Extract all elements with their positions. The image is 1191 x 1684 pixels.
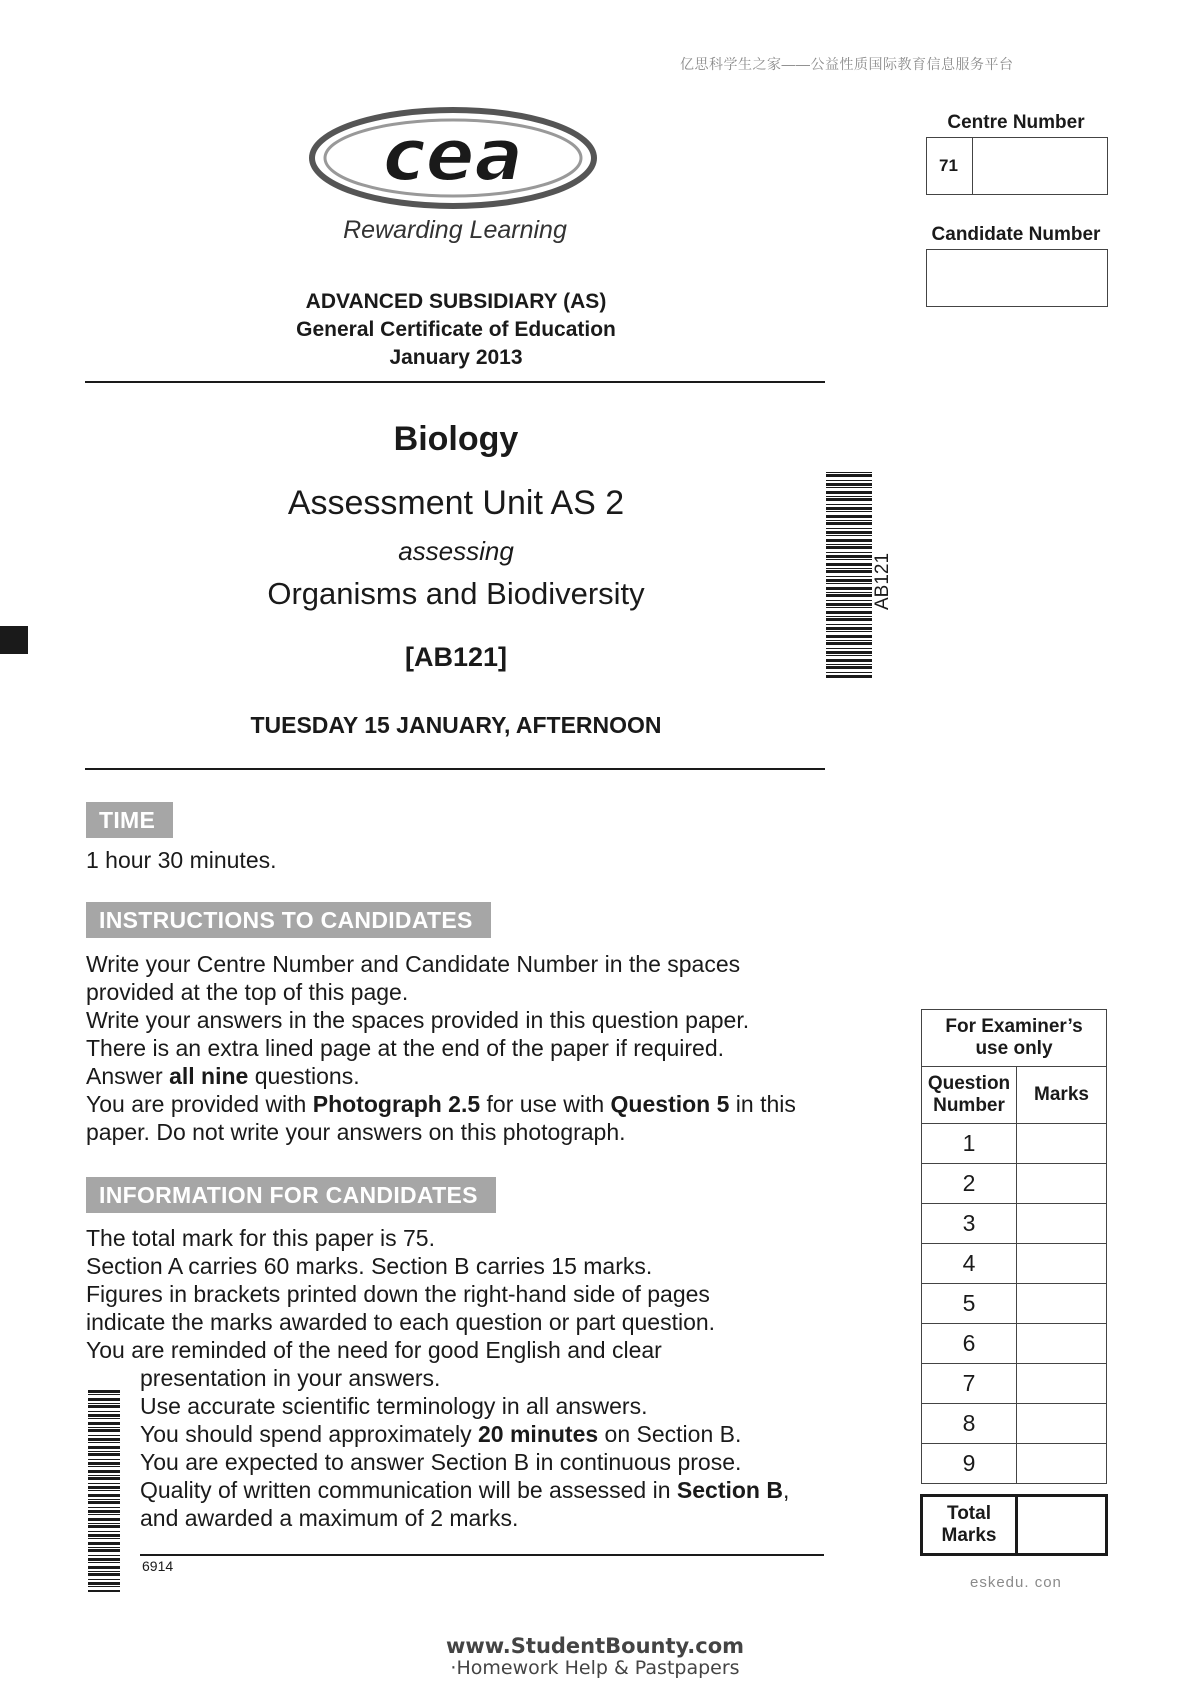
centre-number-label: Centre Number — [947, 112, 1085, 133]
information-line: You should spend approximately 20 minutes on Section B. — [140, 1421, 742, 1447]
side-barcode-image — [88, 1390, 120, 1592]
question-number: 3 — [922, 1204, 1017, 1244]
information-line: You are expected to answer Section B in continuous prose. — [140, 1449, 742, 1475]
information-line: presentation in your answers. — [140, 1365, 441, 1391]
barcode-image — [826, 472, 872, 678]
information-line: The total mark for this paper is 75. — [86, 1225, 435, 1251]
marks-cell[interactable] — [1017, 1404, 1107, 1444]
candidate-number-label: Candidate Number — [931, 224, 1101, 245]
instruction-line: Answer all nine questions. — [86, 1063, 360, 1089]
divider-mid — [85, 768, 825, 770]
instructions-heading: INSTRUCTIONS TO CANDIDATES — [86, 902, 491, 938]
logo-tagline: Rewarding Learning — [343, 216, 567, 244]
information-text — [86, 1224, 846, 1532]
question-number: 7 — [922, 1364, 1017, 1404]
instruction-line: You are provided with Photograph 2.5 for use with Question 5 in this — [86, 1091, 796, 1117]
marks-cell[interactable] — [1017, 1444, 1107, 1484]
instruction-line: Write your answers in the spaces provided in this question paper. — [86, 1007, 750, 1033]
candidate-number-field[interactable] — [926, 249, 1108, 307]
information-line: Use accurate scientific terminology in all answers. — [140, 1393, 648, 1419]
information-heading: INFORMATION FOR CANDIDATES — [86, 1177, 496, 1213]
instructions-text — [86, 950, 846, 1146]
marks-header: Marks — [1017, 1067, 1107, 1124]
barcode-label-wrap — [872, 552, 896, 690]
information-line: and awarded a maximum of 2 marks. — [140, 1505, 519, 1531]
total-marks-label: Total Marks — [922, 1496, 1017, 1555]
information-line: Section A carries 60 marks. Section B carries 15 marks. — [86, 1253, 653, 1279]
assessing-label: assessing — [398, 536, 514, 566]
examiner-marks-table — [920, 1009, 1108, 1556]
footer-code: 6914 — [142, 1558, 174, 1574]
marks-cell[interactable] — [1017, 1364, 1107, 1404]
marks-cell[interactable] — [1017, 1204, 1107, 1244]
footer-divider — [140, 1554, 824, 1556]
eskedu-watermark: eskedu. con — [970, 1574, 1062, 1591]
centre-number-field[interactable] — [926, 137, 1108, 195]
question-number: 2 — [922, 1164, 1017, 1204]
question-number: 8 — [922, 1404, 1017, 1444]
marks-cell[interactable] — [1017, 1324, 1107, 1364]
qualification-name: General Certificate of Education — [296, 318, 616, 341]
qualification-level: ADVANCED SUBSIDIARY (AS) — [305, 290, 607, 313]
time-heading: TIME — [86, 802, 173, 838]
studentbounty-url: www.StudentBounty.com — [445, 1634, 745, 1658]
time-duration: 1 hour 30 minutes. — [86, 847, 277, 873]
barcode-label: AB121 — [872, 552, 893, 610]
question-number: 5 — [922, 1284, 1017, 1324]
marks-cell[interactable] — [1017, 1284, 1107, 1324]
information-line: Quality of written communication will be assessed in Section B, — [140, 1477, 790, 1503]
marks-cell[interactable] — [1017, 1164, 1107, 1204]
paper-code: [AB121] — [404, 642, 508, 672]
question-number: 4 — [922, 1244, 1017, 1284]
assessment-unit: Assessment Unit AS 2 — [287, 484, 625, 522]
total-marks-cell[interactable] — [1017, 1496, 1107, 1555]
centre-number-divider — [972, 138, 973, 194]
instruction-line: paper. Do not write your answers on this photograph. — [86, 1119, 626, 1145]
exam-series: January 2013 — [389, 346, 523, 369]
divider-top — [85, 381, 825, 383]
instruction-line: There is an extra lined page at the end of the paper if required. — [86, 1035, 725, 1061]
information-line: You are reminded of the need for good English and clear — [86, 1337, 662, 1363]
centre-number-prefix: 71 — [939, 156, 958, 175]
question-number: 1 — [922, 1124, 1017, 1164]
subject-title: Biology — [393, 420, 519, 458]
exam-date: TUESDAY 15 JANUARY, AFTERNOON — [250, 712, 662, 738]
cea-logo — [308, 104, 598, 212]
examiner-table-title: For Examiner’s use only — [922, 1010, 1107, 1067]
information-line: indicate the marks awarded to each question or part question. — [86, 1309, 716, 1335]
instruction-line: Write your Centre Number and Candidate Number in the spaces — [86, 951, 741, 977]
table-spacer — [922, 1484, 1107, 1496]
marks-cell[interactable] — [1017, 1124, 1107, 1164]
unit-topic: Organisms and Biodiversity — [267, 576, 645, 611]
studentbounty-tagline: ·Homework Help & Pastpapers — [450, 1657, 740, 1679]
registration-mark — [0, 626, 28, 654]
watermark-text: 亿思科学生之家——公益性质国际教育信息服务平台 — [680, 56, 1014, 72]
information-line: Figures in brackets printed down the right-hand side of pages — [86, 1281, 710, 1307]
marks-cell[interactable] — [1017, 1244, 1107, 1284]
instruction-line: provided at the top of this page. — [86, 979, 409, 1005]
question-number-header: Question Number — [922, 1067, 1017, 1124]
question-number: 6 — [922, 1324, 1017, 1364]
svg-text:cea: cea — [382, 113, 524, 197]
question-number: 9 — [922, 1444, 1017, 1484]
